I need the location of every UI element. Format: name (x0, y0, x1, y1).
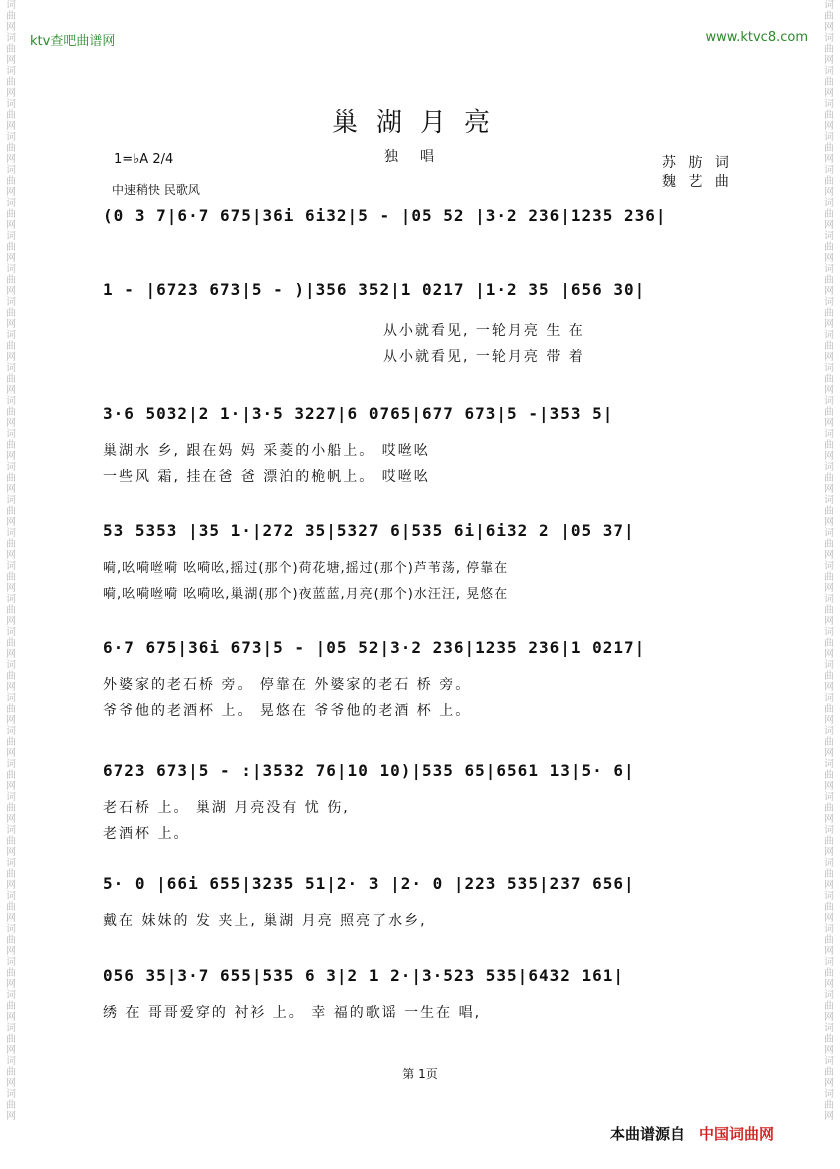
watermark-char: 曲 (824, 902, 834, 913)
watermark-char: 词 (6, 792, 16, 803)
watermark-char: 网 (6, 55, 16, 66)
watermark-char: 词 (824, 957, 834, 968)
watermark-char: 词 (6, 66, 16, 77)
composer-credit: 魏 艺 曲 (662, 174, 733, 190)
watermark-char: 曲 (6, 869, 16, 880)
watermark-char: 曲 (824, 1034, 834, 1045)
watermark-char: 词 (6, 858, 16, 869)
watermark-char: 词 (6, 495, 16, 506)
watermark-char: 词 (824, 990, 834, 1001)
source-site-link[interactable]: 中国词曲网 (699, 1125, 775, 1143)
watermark-char: 词 (6, 990, 16, 1001)
watermark-char: 曲 (824, 374, 834, 385)
watermark-char: 曲 (824, 1001, 834, 1012)
watermark-char: 词 (6, 198, 16, 209)
watermark-char: 词 (824, 561, 834, 572)
watermark-char: 词 (6, 759, 16, 770)
watermark-char: 曲 (824, 110, 834, 121)
watermark-char: 网 (6, 88, 16, 99)
watermark-char: 网 (824, 418, 834, 429)
watermark-char: 网 (824, 253, 834, 264)
watermark-char: 词 (824, 297, 834, 308)
watermark-char: 网 (824, 1012, 834, 1023)
watermark-char: 词 (6, 330, 16, 341)
watermark-char: 词 (6, 231, 16, 242)
watermark-char: 网 (6, 814, 16, 825)
watermark-char: 曲 (6, 737, 16, 748)
watermark-char: 曲 (6, 935, 16, 946)
watermark-char: 曲 (824, 638, 834, 649)
right-watermark-strip (820, 0, 838, 1169)
watermark-char: 词 (6, 132, 16, 143)
watermark-char: 词 (824, 198, 834, 209)
watermark-char: 词 (6, 1089, 16, 1100)
watermark-char: 网 (824, 286, 834, 297)
watermark-char: 网 (6, 385, 16, 396)
watermark-char: 网 (824, 781, 834, 792)
watermark-char: 曲 (6, 572, 16, 583)
watermark-char: 词 (824, 594, 834, 605)
watermark-char: 网 (824, 913, 834, 924)
watermark-char: 网 (6, 220, 16, 231)
watermark-char: 曲 (6, 473, 16, 484)
watermark-char: 网 (824, 616, 834, 627)
watermark-char: 词 (824, 660, 834, 671)
watermark-char: 网 (824, 319, 834, 330)
watermark-char: 曲 (824, 143, 834, 154)
watermark-char: 网 (824, 22, 834, 33)
watermark-char: 曲 (6, 407, 16, 418)
watermark-char: 网 (6, 187, 16, 198)
watermark-char: 曲 (824, 572, 834, 583)
watermark-char: 词 (824, 363, 834, 374)
watermark-char: 网 (6, 352, 16, 363)
watermark-char: 曲 (824, 704, 834, 715)
watermark-char: 网 (824, 121, 834, 132)
lyric-verse-1: 戴在 妹妹的 发 夹上, 巢湖 月亮 照亮了水乡, (103, 913, 427, 929)
watermark-char: 词 (824, 1056, 834, 1067)
watermark-char: 网 (824, 880, 834, 891)
watermark-char: 网 (6, 847, 16, 858)
watermark-char: 网 (824, 385, 834, 396)
watermark-char: 网 (6, 979, 16, 990)
watermark-char: 网 (6, 880, 16, 891)
watermark-char: 词 (6, 1023, 16, 1034)
watermark-char: 词 (824, 33, 834, 44)
notation: 1 - |6723 673|5 - )|356 352|1 0217 |1·2 35 |656 30| (103, 280, 646, 299)
watermark-char: 曲 (6, 770, 16, 781)
notation: 056 35|3·7 655|535 6 3|2 1 2·|3·523 535|6432 161| (103, 966, 625, 985)
watermark-char: 词 (6, 594, 16, 605)
watermark-char: 网 (824, 187, 834, 198)
watermark-char: 网 (6, 649, 16, 660)
watermark-char: 网 (824, 682, 834, 693)
watermark-char: 曲 (824, 770, 834, 781)
watermark-char: 曲 (6, 110, 16, 121)
watermark-char: 曲 (6, 605, 16, 616)
watermark-char: 曲 (824, 605, 834, 616)
watermark-char: 曲 (824, 407, 834, 418)
watermark-char: 网 (824, 715, 834, 726)
watermark-char: 网 (824, 517, 834, 528)
watermark-char: 词 (824, 165, 834, 176)
watermark-char: 词 (824, 0, 834, 11)
watermark-char: 曲 (824, 968, 834, 979)
watermark-char: 词 (824, 759, 834, 770)
lyric-verse-2: 从小就看见, 一轮月亮 带 着 (383, 349, 585, 365)
watermark-char: 曲 (824, 473, 834, 484)
watermark-char: 曲 (824, 539, 834, 550)
watermark-char: 词 (6, 165, 16, 176)
watermark-char: 词 (6, 297, 16, 308)
watermark-char: 曲 (6, 209, 16, 220)
left-watermark-strip (2, 0, 20, 1169)
watermark-char: 网 (6, 121, 16, 132)
watermark-char: 曲 (6, 704, 16, 715)
watermark-char: 网 (6, 517, 16, 528)
watermark-char: 网 (6, 451, 16, 462)
watermark-char: 曲 (824, 1100, 834, 1111)
watermark-char: 词 (824, 231, 834, 242)
watermark-char: 网 (6, 319, 16, 330)
watermark-char: 词 (6, 0, 16, 11)
watermark-char: 词 (824, 1023, 834, 1034)
watermark-char: 网 (824, 220, 834, 231)
watermark-char: 曲 (6, 1100, 16, 1111)
watermark-char: 网 (6, 583, 16, 594)
watermark-char: 曲 (824, 176, 834, 187)
watermark-char: 网 (6, 1078, 16, 1089)
watermark-char: 词 (824, 66, 834, 77)
watermark-char: 网 (824, 352, 834, 363)
watermark-char: 词 (824, 726, 834, 737)
watermark-char: 网 (6, 286, 16, 297)
watermark-char: 曲 (6, 440, 16, 451)
watermark-char: 曲 (824, 737, 834, 748)
watermark-char: 网 (824, 55, 834, 66)
watermark-char: 词 (6, 33, 16, 44)
watermark-char: 网 (824, 847, 834, 858)
watermark-char: 词 (824, 462, 834, 473)
watermark-char: 曲 (6, 836, 16, 847)
watermark-char: 曲 (6, 308, 16, 319)
watermark-char: 曲 (6, 671, 16, 682)
lyricist-credit: 苏 肪 词 (662, 155, 733, 171)
watermark-char: 词 (6, 264, 16, 275)
watermark-char: 曲 (6, 275, 16, 286)
watermark-char: 网 (824, 649, 834, 660)
watermark-char: 曲 (6, 242, 16, 253)
notation: (0 3 7|6·7 675|36i 6i32|5 - |05 52 |3·2 236|1235 236| (103, 206, 667, 225)
watermark-char: 曲 (824, 341, 834, 352)
watermark-char: 曲 (6, 506, 16, 517)
watermark-char: 网 (824, 154, 834, 165)
lyric-verse-1: 巢湖水 乡, 跟在妈 妈 采菱的小船上。 哎咝吆 (103, 443, 430, 459)
watermark-char: 词 (824, 693, 834, 704)
watermark-char: 词 (6, 825, 16, 836)
watermark-char: 曲 (6, 1034, 16, 1045)
watermark-char: 网 (6, 946, 16, 957)
watermark-char: 曲 (824, 242, 834, 253)
watermark-char: 曲 (824, 44, 834, 55)
watermark-char: 曲 (6, 803, 16, 814)
watermark-char: 曲 (824, 836, 834, 847)
watermark-char: 网 (824, 748, 834, 759)
watermark-char: 网 (6, 154, 16, 165)
site-url-right[interactable]: www.ktvc8.com (705, 30, 808, 45)
watermark-char: 词 (824, 132, 834, 143)
watermark-char: 网 (6, 715, 16, 726)
tempo-marking: 中速稍快 民歌风 (112, 183, 200, 197)
watermark-char: 词 (824, 924, 834, 935)
page-number: 第 1页 (402, 1067, 438, 1081)
watermark-char: 曲 (6, 44, 16, 55)
watermark-char: 网 (6, 682, 16, 693)
watermark-char: 曲 (824, 440, 834, 451)
watermark-char: 曲 (824, 1067, 834, 1078)
notation: 53 5353 |35 1·|272 35|5327 6|535 6i|6i32 2 |05 37| (103, 521, 635, 540)
lyric-verse-1: 外婆家的老石桥 旁。 停靠在 外婆家的老石 桥 旁。 (103, 677, 472, 693)
watermark-char: 网 (824, 451, 834, 462)
watermark-char: 网 (6, 1111, 16, 1122)
watermark-char: 词 (6, 396, 16, 407)
watermark-char: 曲 (6, 11, 16, 22)
lyric-verse-1: 绣 在 哥哥爱穿的 衬衫 上。 幸 福的歌谣 一生在 唱, (103, 1005, 482, 1021)
watermark-char: 词 (824, 858, 834, 869)
watermark-char: 曲 (824, 275, 834, 286)
watermark-char: 曲 (6, 638, 16, 649)
watermark-char: 网 (824, 946, 834, 957)
watermark-char: 曲 (824, 506, 834, 517)
watermark-char: 网 (824, 979, 834, 990)
watermark-char: 曲 (824, 308, 834, 319)
watermark-char: 网 (6, 22, 16, 33)
watermark-char: 网 (6, 913, 16, 924)
watermark-char: 网 (6, 253, 16, 264)
watermark-char: 网 (6, 748, 16, 759)
watermark-char: 网 (6, 1012, 16, 1023)
notation: 6723 673|5 - :|3532 76|10 10)|535 65|6561 13|5· 6| (103, 761, 635, 780)
watermark-char: 曲 (6, 77, 16, 88)
watermark-char: 词 (824, 396, 834, 407)
watermark-char: 词 (6, 99, 16, 110)
watermark-char: 词 (6, 363, 16, 374)
watermark-char: 曲 (824, 935, 834, 946)
watermark-char: 词 (6, 726, 16, 737)
watermark-char: 曲 (6, 143, 16, 154)
watermark-char: 曲 (6, 374, 16, 385)
watermark-char: 词 (6, 462, 16, 473)
song-subtitle: 独唱 (384, 149, 456, 165)
notation: 5· 0 |66i 655|3235 51|2· 3 |2· 0 |223 535|237 656| (103, 874, 635, 893)
lyric-verse-1: 老石桥 上。 巢湖 月亮没有 忧 伤, (103, 800, 350, 816)
watermark-char: 曲 (6, 341, 16, 352)
watermark-char: 词 (824, 99, 834, 110)
lyric-verse-2: 嗬,吆嗬咝嗬 吆嗬吆,巢湖(那个)夜蓝蓝,月亮(那个)水汪汪, 晃悠在 (103, 587, 509, 602)
watermark-char: 曲 (6, 968, 16, 979)
watermark-char: 词 (6, 660, 16, 671)
watermark-char: 曲 (824, 869, 834, 880)
watermark-char: 曲 (6, 176, 16, 187)
watermark-char: 网 (6, 781, 16, 792)
lyric-verse-2: 爷爷他的老酒杯 上。 晃悠在 爷爷他的老酒 杯 上。 (103, 703, 472, 719)
watermark-char: 词 (824, 528, 834, 539)
watermark-char: 曲 (824, 209, 834, 220)
lyric-verse-1: 嗬,吆嗬咝嗬 吆嗬吆,摇过(那个)荷花塘,摇过(那个)芦苇荡, 停靠在 (103, 561, 509, 576)
watermark-char: 词 (6, 1056, 16, 1067)
watermark-char: 网 (824, 484, 834, 495)
watermark-char: 网 (824, 88, 834, 99)
watermark-char: 网 (824, 1111, 834, 1122)
watermark-char: 词 (824, 627, 834, 638)
watermark-char: 曲 (6, 1067, 16, 1078)
watermark-char: 曲 (824, 11, 834, 22)
watermark-char: 词 (6, 957, 16, 968)
watermark-char: 曲 (6, 1001, 16, 1012)
watermark-char: 词 (824, 495, 834, 506)
watermark-char: 曲 (6, 902, 16, 913)
watermark-char: 词 (824, 330, 834, 341)
watermark-char: 词 (824, 891, 834, 902)
watermark-char: 词 (824, 429, 834, 440)
watermark-char: 词 (824, 1089, 834, 1100)
notation: 6·7 675|36i 673|5 - |05 52|3·2 236|1235 236|1 0217| (103, 638, 646, 657)
lyric-verse-2: 一些风 霜, 挂在爸 爸 漂泊的桅帆上。 哎咝吆 (103, 469, 430, 485)
key-signature: 1=♭A 2/4 (114, 152, 174, 167)
watermark-char: 曲 (6, 539, 16, 550)
watermark-char: 词 (6, 528, 16, 539)
watermark-char: 网 (824, 1078, 834, 1089)
watermark-char: 曲 (824, 803, 834, 814)
watermark-char: 网 (824, 550, 834, 561)
site-name-left[interactable]: ktv查吧曲谱网 (30, 34, 116, 49)
watermark-char: 曲 (824, 77, 834, 88)
watermark-char: 词 (824, 792, 834, 803)
watermark-char: 网 (824, 814, 834, 825)
watermark-char: 词 (824, 825, 834, 836)
watermark-char: 词 (6, 693, 16, 704)
watermark-char: 网 (6, 418, 16, 429)
watermark-char: 词 (6, 891, 16, 902)
watermark-char: 词 (6, 561, 16, 572)
watermark-char: 网 (6, 1045, 16, 1056)
lyric-verse-1: 从小就看见, 一轮月亮 生 在 (383, 323, 585, 339)
watermark-char: 词 (6, 627, 16, 638)
source-credit (610, 1123, 774, 1144)
watermark-char: 网 (6, 550, 16, 561)
watermark-char: 曲 (824, 671, 834, 682)
source-label: 本曲谱源自 (610, 1125, 686, 1143)
watermark-char: 词 (824, 264, 834, 275)
lyric-verse-2: 老酒杯 上。 (103, 826, 190, 842)
watermark-char: 网 (824, 583, 834, 594)
watermark-char: 网 (6, 616, 16, 627)
watermark-char: 网 (6, 484, 16, 495)
watermark-char: 词 (6, 429, 16, 440)
notation: 3·6 5032|2 1·|3·5 3227|6 0765|677 673|5 -|353 5| (103, 404, 614, 423)
song-title: 巢湖月亮 (331, 108, 508, 138)
watermark-char: 网 (824, 1045, 834, 1056)
watermark-char: 词 (6, 924, 16, 935)
